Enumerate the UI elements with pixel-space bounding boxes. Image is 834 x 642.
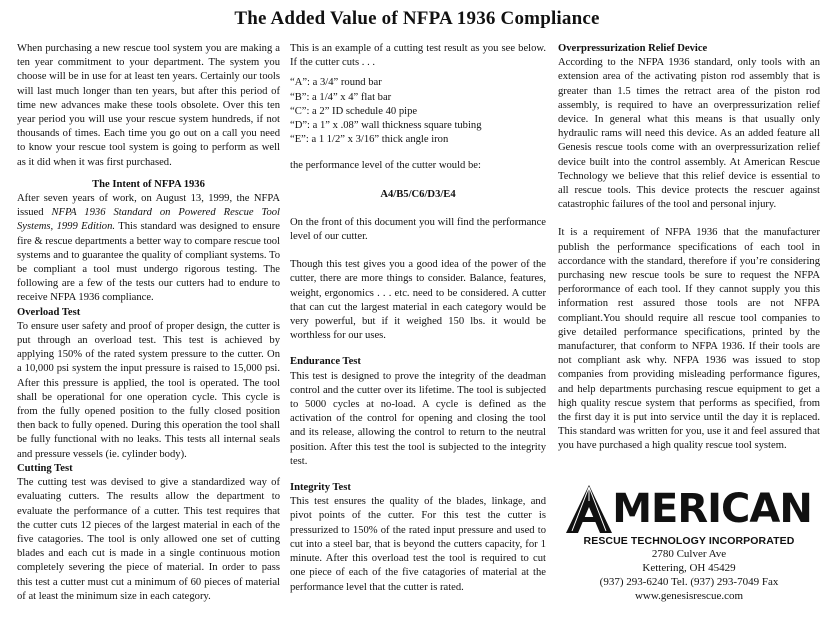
company-tagline: RESCUE TECHNOLOGY INCORPORATED	[583, 535, 795, 547]
performance-intro: the performance level of the cutter would be:	[290, 160, 481, 172]
standard-title: NFPA 1936 Standard on Powered Rescue Tool Systems, 1999 Edition.	[17, 207, 280, 233]
logo-a-icon	[566, 485, 612, 533]
integrity-paragraph: This test ensures the quality of the blades, linkage, and pivot points of the cutter. For this test the cutter is pressurized to 150% of the rated input pressure and used to cut into a steel bar, that is beyond the cutters capacity, for 1 minute. After this overload test the tool is required to cut one piece of each of the five catagories of material at the performance level that the cutter is rated.	[290, 496, 546, 593]
company-block	[558, 485, 820, 603]
company-city: Kettering, OH 45429	[642, 562, 736, 574]
company-phones: (937) 293-6240 Tel. (937) 293-7049 Fax	[599, 576, 779, 588]
cutting-paragraph: The cutting test was devised to give a standardized way of evaluating cutters. The results allow the department to evaluate the performance of a cutter. This test requires that the cutter cuts 12 pieces of the largest material in each of the five catagories. The tool is only allowed one set of cutting blades and each cut is made in a single continuous motion completely severing the piece of material. In order to pass this test a cutter must cut a minimum of 60 pieces of material of at least the minimum size in each category.	[17, 477, 280, 602]
intro-paragraph: When purchasing a new rescue tool system you are making a ten year commitment to your department. The system you choose will be in use for at least ten years. Certainly our tools will last much longer than ten years, but after this period of time new advances make these tools obsolete. Over this ten year period you will use your rescue system hundreds, if not thousands of times. Each time you go out on a call you need to know your rescue tool system is going to perform as well as it did when it was first purchased.	[17, 43, 280, 168]
intent-heading: The Intent of NFPA 1936	[92, 178, 205, 190]
cut-item: “D”: a 1” x .08” wall thickness square tubing	[290, 120, 482, 132]
cutting-heading: Cutting Test	[17, 462, 73, 474]
integrity-heading: Integrity Test	[290, 482, 351, 494]
logo-wordmark: MERICAN	[612, 486, 812, 532]
intent-paragraph	[17, 192, 280, 306]
requirement-paragraph: It is a requirement of NFPA 1936 that the manufacturer publish the performance specifications of each tool in accordance with the standard, therefore if you’re considering purchasing new rescue tools be sure to request the NFPA perforormance of each tool. If they cannot supply you this information rest assured those tools are not NFPA compliant.You should require all rescue tool companies to give detailed performance specifications, printed by the manufacturer, that conform to NFPA 1936. If their tools are not compliant ask why. NFPA 1936 was issued to stop companies from providing misleading performance figures, and help departments purchasing rescue equipment to get a high quality rescue system that performs as specified, from the first day it is put into service until the day it is replaced. This standard was written for you, use it and feel assured that you have purchased a high quality rescue tool system.	[558, 227, 820, 452]
cut-item: “A”: a 3/4” round bar	[290, 77, 382, 89]
cut-item: “B”: a 1/4” x 4” flat bar	[290, 91, 392, 103]
front-paragraph: On the front of this document you will find the performance level of our cutter.	[290, 216, 546, 243]
overload-paragraph: To ensure user safety and proof of proper design, the cutter is put through an overload test. This test is achieved by applying 150% of the rated system pressure to the cutter. On a 10,000 psi system the input pressure is raised to 15,000 psi. After this pressure is applied, the tool is operated. The tool shall be operational for one operation cycle. This cycle is from the fully opened position to the fully closed position then back to fully opened. During this operation the tool shall be fully functional with no leaks. This tests all internal seals and pressure vessels (ie. cylinder body).	[17, 320, 280, 460]
relief-heading: Overpressurization Relief Device	[558, 43, 708, 54]
endurance-paragraph: This test is designed to prove the integrity of the deadman control and the cutter over its lifetime. The tool is subjected to 5000 cycles at no-load. A cycle is defined as the activation of the control for opening and closing the tool and its release, allowing the control to return to the neutral position. After this test the tool is subjected to the integrity test.	[290, 370, 546, 467]
company-street: 2780 Culver Ave	[651, 548, 727, 560]
cut-list	[290, 76, 546, 147]
considerations-paragraph: Though this test gives you a good idea of the power of the cutter, there are more things to consider. Balance, features, weight, ergonomics . . . etc. need to be considered. A cutter that can cut the largest material in each category would be very powerful, but if it weighed 150 lbs. it would be worthless for our uses.	[290, 259, 546, 342]
endurance-heading: Endurance Test	[290, 356, 361, 368]
performance-code: A4/B5/C6/D3/E4	[380, 188, 456, 200]
column-left	[17, 42, 280, 604]
intent-text-end: This standard was designed to ensure fire & rescue departments a better way to compare rescue tool systems and to guarantee the quality of compliant systems. To be compliant a tool must undergo rigorous testing. The following are a few of the tests our cutters had to endure to receive NFPA 1936 compliance.	[17, 221, 280, 304]
column-right	[558, 42, 820, 454]
company-logo	[558, 485, 820, 533]
page-title: The Added Value of NFPA 1936 Compliance	[234, 8, 600, 29]
company-website[interactable]: www.genesisrescue.com	[634, 590, 744, 602]
example-paragraph: This is an example of a cutting test result as you see below. If the cutter cuts . . .	[290, 43, 546, 69]
relief-paragraph: According to the NFPA 1936 standard, only tools with an extension area of the activating piston rod assembly that is greater than 1.5 times the retract area of the piston rod assembly, is required to have an overpressurization relief device. In general what this means is that usually only hydraulic rams will need this device. As an added feature all Genesis rescue tools come with an overpressurization relief device built into the control assembly. At American Rescue Technology we believe that this relief device is essential to all rescue tools. This device protects the rescuer against catastrophic failures of the tool and personal injury.	[558, 57, 820, 211]
intent-text-start: After seven years of work, on August 13, 1999, the NFPA issued	[17, 193, 280, 219]
cut-item: “E”: a 1 1/2” x 3/16” thick angle iron	[290, 134, 449, 146]
cut-item: “C”: a 2” ID schedule 40 pipe	[290, 105, 418, 117]
column-middle	[290, 42, 546, 595]
overload-heading: Overload Test	[17, 306, 81, 318]
